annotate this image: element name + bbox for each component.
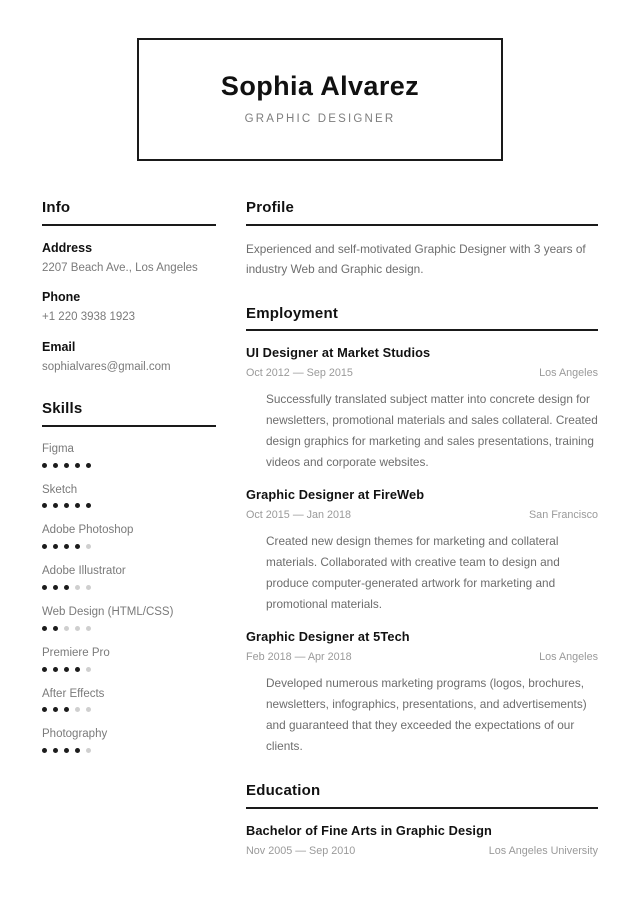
info-field-address xyxy=(42,241,216,276)
candidate-name: Sophia Alvarez xyxy=(220,71,420,102)
info-field-email xyxy=(42,340,216,375)
rating-dot-filled xyxy=(53,544,58,549)
skill-name: Sketch xyxy=(42,483,78,496)
skill-item xyxy=(42,565,216,590)
rating-dot-filled xyxy=(53,626,58,631)
skill-item xyxy=(42,728,216,753)
info-heading: Info xyxy=(42,200,216,226)
education-heading: Education xyxy=(246,783,598,809)
rating-dot-empty xyxy=(75,626,80,631)
rating-dot-filled xyxy=(42,585,47,590)
skills-section xyxy=(42,401,216,753)
sidebar-column xyxy=(42,200,216,753)
skill-item xyxy=(42,606,216,631)
candidate-title: GRAPHIC DESIGNER xyxy=(244,113,396,126)
education-dates: Nov 2005 — Sep 2010 xyxy=(246,844,356,857)
info-field-phone xyxy=(42,290,216,325)
rating-dot-filled xyxy=(64,544,69,549)
employment-section xyxy=(246,306,598,757)
profile-heading: Profile xyxy=(246,200,598,226)
rating-dot-empty xyxy=(86,707,91,712)
profile-section xyxy=(246,200,598,280)
rating-dot-filled xyxy=(75,544,80,549)
rating-dot-filled xyxy=(64,585,69,590)
skill-item xyxy=(42,647,216,672)
employment-location: San Francisco xyxy=(528,509,598,522)
employment-meta xyxy=(246,650,598,664)
resume-header xyxy=(137,38,503,161)
main-column xyxy=(246,200,598,858)
skill-name: Adobe Photoshop xyxy=(42,524,134,537)
education-entry xyxy=(246,823,598,858)
rating-dot-filled xyxy=(64,667,69,672)
employment-meta xyxy=(246,508,598,522)
rating-dot-filled xyxy=(75,503,80,508)
info-value-phone: +1 220 3938 1923 xyxy=(42,311,136,324)
skill-rating-dots xyxy=(42,585,216,590)
rating-dot-filled xyxy=(53,667,58,672)
rating-dot-filled xyxy=(42,463,47,468)
rating-dot-filled xyxy=(42,626,47,631)
info-label-email: Email xyxy=(42,340,76,355)
skill-rating-dots xyxy=(42,463,216,468)
info-value-email: sophialvares@gmail.com xyxy=(42,361,171,374)
rating-dot-filled xyxy=(75,748,80,753)
info-value-address: 2207 Beach Ave., Los Angeles xyxy=(42,261,198,274)
rating-dot-filled xyxy=(53,585,58,590)
employment-dates: Oct 2015 — Jan 2018 xyxy=(246,509,352,522)
skill-rating-dots xyxy=(42,707,216,712)
education-degree: Bachelor of Fine Arts in Graphic Design xyxy=(246,822,492,838)
rating-dot-filled xyxy=(53,748,58,753)
rating-dot-empty xyxy=(75,707,80,712)
profile-text: Experienced and self-motivated Graphic Designer with 3 years of industry Web and Graphic design. xyxy=(246,241,586,277)
rating-dot-filled xyxy=(64,748,69,753)
rating-dot-filled xyxy=(42,748,47,753)
skill-rating-dots xyxy=(42,503,216,508)
employment-description: Developed numerous marketing programs (logos, brochures, newsletters, infographics, presentations, and advertisements) and guaranteed that they exceeded the expectations of our clients. xyxy=(266,676,587,754)
rating-dot-filled xyxy=(53,707,58,712)
rating-dot-filled xyxy=(42,707,47,712)
employment-entry xyxy=(246,487,598,615)
employment-location: Los Angeles xyxy=(539,651,598,664)
skill-item xyxy=(42,524,216,549)
employment-title: Graphic Designer at 5Tech xyxy=(246,629,410,645)
rating-dot-empty xyxy=(86,748,91,753)
skill-name: Figma xyxy=(42,442,74,455)
rating-dot-filled xyxy=(75,667,80,672)
rating-dot-empty xyxy=(86,544,91,549)
rating-dot-filled xyxy=(75,463,80,468)
info-label-address: Address xyxy=(42,240,93,255)
rating-dot-filled xyxy=(42,667,47,672)
rating-dot-empty xyxy=(86,626,91,631)
employment-title: Graphic Designer at FireWeb xyxy=(246,487,425,503)
employment-entry xyxy=(246,345,598,473)
skill-rating-dots xyxy=(42,667,216,672)
skill-item xyxy=(42,443,216,468)
rating-dot-filled xyxy=(64,503,69,508)
skill-item xyxy=(42,688,216,713)
skills-heading: Skills xyxy=(42,401,216,427)
skill-name: Premiere Pro xyxy=(42,646,110,659)
rating-dot-filled xyxy=(53,503,58,508)
skill-rating-dots xyxy=(42,626,216,631)
education-section xyxy=(246,783,598,858)
employment-meta xyxy=(246,366,598,380)
skill-name: Photography xyxy=(42,728,108,741)
rating-dot-filled xyxy=(86,503,91,508)
rating-dot-filled xyxy=(42,503,47,508)
info-section xyxy=(42,200,216,375)
skill-rating-dots xyxy=(42,748,216,753)
employment-entry xyxy=(246,629,598,757)
skill-item xyxy=(42,484,216,509)
employment-dates: Oct 2012 — Sep 2015 xyxy=(246,367,353,380)
rating-dot-filled xyxy=(42,544,47,549)
rating-dot-filled xyxy=(64,463,69,468)
skill-name: After Effects xyxy=(42,687,105,700)
education-institution: Los Angeles University xyxy=(488,844,598,857)
rating-dot-filled xyxy=(64,707,69,712)
rating-dot-empty xyxy=(86,585,91,590)
skill-name: Web Design (HTML/CSS) xyxy=(42,606,174,618)
skill-rating-dots xyxy=(42,544,216,549)
rating-dot-empty xyxy=(86,667,91,672)
rating-dot-empty xyxy=(64,626,69,631)
employment-heading: Employment xyxy=(246,306,598,332)
employment-title: UI Designer at Market Studios xyxy=(246,345,431,361)
rating-dot-empty xyxy=(75,585,80,590)
skill-name: Adobe Illustrator xyxy=(42,565,126,578)
education-meta xyxy=(246,844,598,858)
rating-dot-filled xyxy=(53,463,58,468)
employment-description: Successfully translated subject matter into concrete design for newsletters, promotional materials and sales collateral. Created design graphics for marketing and sales presentations, training videos and corporate websites. xyxy=(266,392,598,470)
employment-location: Los Angeles xyxy=(539,367,598,380)
rating-dot-filled xyxy=(86,463,91,468)
info-label-phone: Phone xyxy=(42,290,81,305)
employment-dates: Feb 2018 — Apr 2018 xyxy=(246,651,352,664)
employment-description: Created new design themes for marketing and collateral materials. Collaborated with creative team to design and produce computer-generated artwork for marketing and promotional materials. xyxy=(266,534,560,612)
